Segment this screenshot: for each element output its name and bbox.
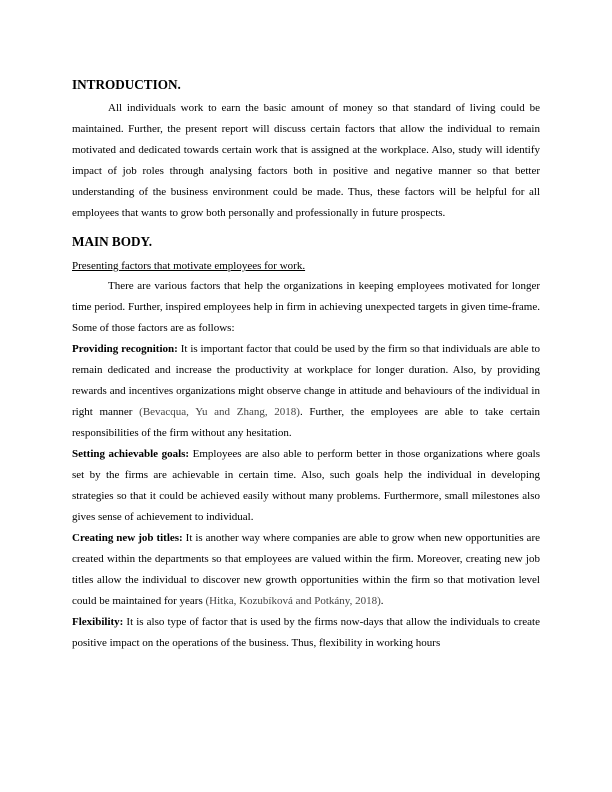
section-subheading: Presenting factors that motivate employees for work.: [72, 260, 306, 272]
factor-term: Flexibility:: [72, 616, 124, 628]
factor-text: It is also type of factor that is used by the firms now-days that allow the individuals to create positive impact on the operations of the business. Thus, flexibility in working hours: [72, 616, 540, 649]
main-body-intro-paragraph: There are various factors that help the organizations in keeping employees motivated for longer time period. Further, inspired employees help in firm in achieving unexpected targets in given time-frame. Some of those factors are as follows:: [72, 280, 540, 334]
factor-text: It is another way where companies are able to grow when new opportunities are created within the departments so that employees are valued within the firm. Moreover, creating new job titles allow the individual to discover new growth opportunities within the firm so that motivation level could be maintained for years: [72, 532, 540, 607]
factor-recognition: [72, 339, 540, 444]
factor-text-after: .: [380, 595, 384, 607]
factor-term: Providing recognition:: [72, 343, 178, 355]
document-page: [72, 76, 540, 654]
citation: (Bevacqua, Yu and Zhang, 2018): [139, 406, 300, 418]
factor-text: It is important factor that could be used by the firm so that individuals are able to remain dedicated and increase the productivity at workplace for longer duration. Also, by providing rewards and incentives organizations might observe change in attitude and behaviours of the individual in right manner: [72, 343, 540, 418]
main-body-heading: MAIN BODY.: [72, 234, 153, 249]
introduction-paragraph: All individuals work to earn the basic amount of money so that standard of living could be maintained. Further, the present report will discuss certain factors that allow the individual to remain motivated and dedicated towards certain work that is assigned at the workplace. Also, study will identify impact of job roles through analysing factors both in positive and negative manner so that better understanding of the business environment could be made. Thus, these factors will be helpful for all employees that wants to grow both personally and professionally in future prospects.: [72, 102, 540, 219]
factor-flexibility: [72, 612, 540, 654]
factor-text-after: . Further, the employees are able to take certain responsibilities of the firm without any hesitation.: [72, 406, 541, 439]
factor-term: Creating new job titles:: [72, 532, 183, 544]
factor-term: Setting achievable goals:: [72, 448, 190, 460]
factor-achievable-goals: [72, 444, 540, 528]
factor-new-job-titles: [72, 528, 540, 612]
factor-text: Employees are also able to perform better in those organizations where goals set by the firms are achievable in certain time. Also, such goals help the individual in developing strategies so that it could be achieved easily without many problems. Furthermore, small milestones also gives sense of achievement to individual.: [72, 448, 541, 523]
citation: (Hitka, Kozubíková and Potkány, 2018): [205, 595, 381, 607]
introduction-heading: INTRODUCTION.: [72, 77, 181, 92]
